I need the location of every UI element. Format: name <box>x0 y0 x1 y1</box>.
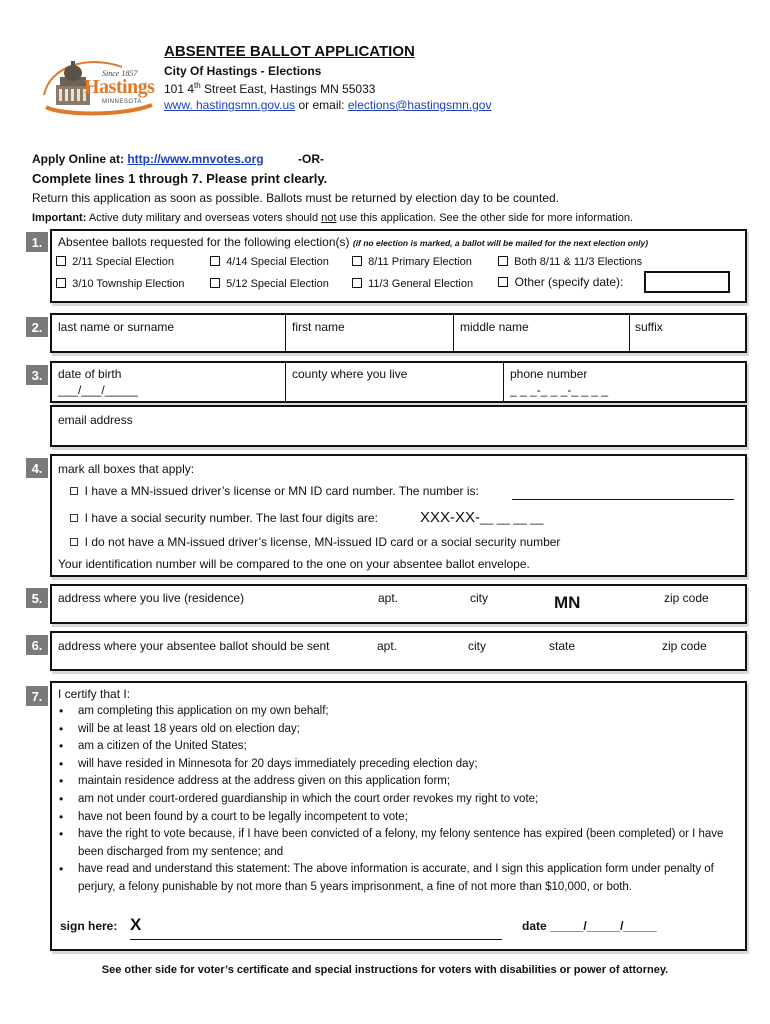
return-instructions: Return this application as soon as possible. Ballots must be returned by election day to be counted. <box>32 191 559 205</box>
election-option[interactable]: 3/10 Township Election <box>56 278 184 290</box>
election-option[interactable]: 2/11 Special Election <box>56 256 174 268</box>
county-field[interactable]: county where you live <box>286 363 504 401</box>
last-name-field[interactable]: last name or surname <box>52 315 286 351</box>
logo-since: Since 1857 <box>102 69 138 78</box>
election-option[interactable]: 5/12 Special Election <box>210 278 329 290</box>
id-heading: mark all boxes that apply: <box>58 462 195 476</box>
section-1-number: 1. <box>26 232 48 252</box>
residence-city-field[interactable]: city <box>470 591 488 605</box>
apply-online: Apply Online at: http://www.mnvotes.org <box>32 152 264 166</box>
mailing-state-field[interactable]: state <box>549 639 576 653</box>
sign-date-field[interactable]: date _____/_____/_____ <box>522 919 657 933</box>
election-option[interactable]: Both 8/11 & 11/3 Elections <box>498 256 642 268</box>
footer-note: See other side for voter’s certificate and special instructions for voters with disabilities or power of attorney. <box>101 964 669 976</box>
section-2-name <box>50 313 747 353</box>
mnvotes-link[interactable]: http://www.mnvotes.org <box>127 152 264 166</box>
election-heading: Absentee ballots requested for the following election(s) (if no election is marked, a ballot will be mailed for the next election only) <box>58 235 649 249</box>
section-3-dob-row <box>50 361 747 403</box>
section-6-mailing <box>50 631 747 671</box>
certification-item: • maintain residence address at the address given on this application form; <box>56 773 746 791</box>
section-4-identification <box>50 454 747 577</box>
license-number-line[interactable] <box>512 499 734 500</box>
signature-line[interactable] <box>130 939 502 940</box>
complete-instructions: Complete lines 1 through 7. Please print clearly. <box>32 171 328 186</box>
election-option-other[interactable]: Other (specify date): <box>498 275 623 289</box>
phone-field[interactable]: phone number _ _ _-_ _ _-_ _ _ _ <box>510 367 609 397</box>
section-3-number: 3. <box>26 365 48 385</box>
certification-item: • am a citizen of the United States; <box>56 738 746 756</box>
election-option[interactable]: 8/11 Primary Election <box>352 256 472 268</box>
org-name: City Of Hastings - Elections <box>164 64 322 78</box>
id-compare-note: Your identification number will be compared to the one on your absentee ballot envelope. <box>58 557 530 571</box>
certification-item: • am completing this application on my own behalf; <box>56 703 746 721</box>
logo-state: MINNESOTA <box>102 99 142 105</box>
street-address: 101 4th Street East, Hastings MN 55033 <box>164 81 376 96</box>
dob-field[interactable]: date of birth ___/___/_____ <box>52 363 286 401</box>
residence-zip-field[interactable]: zip code <box>664 591 709 605</box>
section-4-number: 4. <box>26 458 48 478</box>
residence-apt-field[interactable]: apt. <box>378 591 399 605</box>
mailing-address-field[interactable]: address where your absentee ballot should be sent <box>58 639 330 653</box>
election-option[interactable]: 11/3 General Election <box>352 278 473 290</box>
certification-item: • am not under court-ordered guardianship in which the court order revokes my right to vote; <box>56 791 746 809</box>
form-title: ABSENTEE BALLOT APPLICATION <box>164 43 415 60</box>
first-name-field[interactable]: first name <box>286 315 454 351</box>
section-6-number: 6. <box>26 635 48 655</box>
section-1-elections <box>50 229 747 303</box>
certification-item: • will be at least 18 years old on election day; <box>56 721 746 739</box>
license-option[interactable]: I have a MN-issued driver’s license or MN ID card number. The number is: <box>70 484 479 498</box>
no-id-option[interactable]: I do not have a MN-issued driver’s license, MN-issued ID card or a social security number <box>70 535 560 549</box>
mailing-apt-field[interactable]: apt. <box>377 639 398 653</box>
city-logo <box>40 55 158 117</box>
certification-item: • have the right to vote because, if I have been convicted of a felony, my felony sentence has expired (been completed) or I have been discharged from my sentence; and <box>56 826 746 861</box>
important-notice: Important: Active duty military and overseas voters should not use this application. See the other side for more information. <box>32 212 634 224</box>
certify-heading: I certify that I: <box>58 687 131 701</box>
certification-item: • have not been found by a court to be legally incompetent to vote; <box>56 809 746 827</box>
suffix-field[interactable]: suffix <box>635 320 663 334</box>
website-link[interactable]: www. hastingsmn.gov.us <box>164 98 296 112</box>
residence-state-value: MN <box>554 593 581 612</box>
certification-list <box>56 703 746 897</box>
certification-item: • have read and understand this statement: The above information is accurate, and I sign this application form under penalty of perjury, a felony punishable by not more than 5 years imprisonment, a fine of not more than $10,000, or both. <box>56 861 746 896</box>
section-5-residence <box>50 584 747 624</box>
section-5-number: 5. <box>26 588 48 608</box>
section-7-certification <box>50 681 747 951</box>
mailing-zip-field[interactable]: zip code <box>662 639 707 653</box>
section-2-number: 2. <box>26 317 48 337</box>
sign-x-mark: X <box>130 915 142 934</box>
mailing-city-field[interactable]: city <box>468 639 486 653</box>
residence-address-field[interactable]: address where you live (residence) <box>58 591 245 605</box>
or-separator: -OR- <box>298 152 324 166</box>
logo-name: Hastings <box>84 76 155 98</box>
contact-line: www. hastingsmn.gov.us or email: elections@hastingsmn.gov <box>164 98 492 112</box>
ssn-option[interactable]: I have a social security number. The last four digits are: <box>70 511 378 525</box>
email-link[interactable]: elections@hastingsmn.gov <box>347 98 492 112</box>
email-field[interactable]: email address <box>50 405 747 447</box>
other-date-input[interactable] <box>644 271 730 293</box>
middle-name-field[interactable]: middle name <box>454 315 630 351</box>
election-option[interactable]: 4/14 Special Election <box>210 256 329 268</box>
section-7-number: 7. <box>26 686 48 706</box>
certification-item: • will have resided in Minnesota for 20 days immediately preceding election day; <box>56 756 746 774</box>
sign-label: sign here: <box>60 919 118 933</box>
ssn-entry[interactable]: XXX-XX-__ __ __ __ <box>420 509 544 526</box>
